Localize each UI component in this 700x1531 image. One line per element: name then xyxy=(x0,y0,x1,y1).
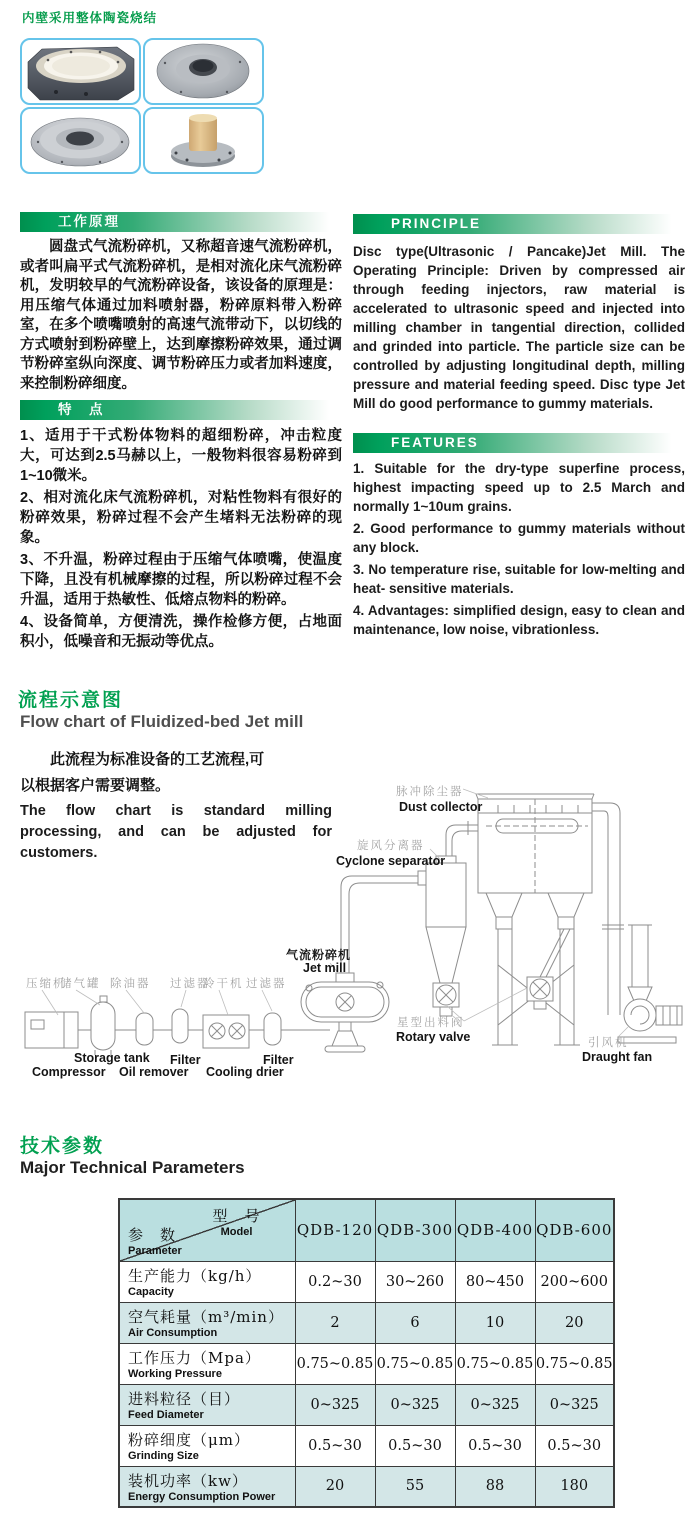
dust-collector-label-en: Dust collector xyxy=(399,800,483,814)
section-header-principle-en xyxy=(353,214,685,234)
flowchart-note-cn-line2: 以根据客户需要调整。 xyxy=(20,777,171,794)
row-label-en: Energy Consumption Power xyxy=(128,1490,276,1503)
table-row xyxy=(119,1302,614,1343)
features-cn-item: 1、适用于干式粉体物料的超细粉碎，冲击粒度大，可达到2.5马赫以上，一般物料很容易粉碎到1~10微米。 xyxy=(20,428,342,484)
value-cell: 80~450 xyxy=(455,1261,535,1302)
corner-model-en: Model xyxy=(220,1226,253,1238)
parameters-table xyxy=(118,1198,615,1508)
page-title: 内壁采用整体陶瓷烧结 xyxy=(22,11,158,25)
features-cn-item: 2、相对流化床气流粉碎机，对粘性物料有很好的粉碎效果，粉碎过程不会产生堵料无法粉碎的现象。 xyxy=(20,490,342,546)
corner-param-cn: 参 数 xyxy=(128,1225,177,1244)
row-label-cn: 进料粒径（目） xyxy=(128,1390,241,1408)
dust-collector-label-cn: 脉冲除尘器 xyxy=(396,786,464,798)
features-en-item: 4. Advantages: simplified design, easy to clean and maintenance, low noise, vibrationless. xyxy=(353,603,685,637)
table-row xyxy=(119,1343,614,1384)
filter1-label-en: Filter xyxy=(170,1053,201,1067)
cooling-drier-label-en: Cooling drier xyxy=(206,1065,284,1079)
jet-mill-label-cn: 气流粉碎机 xyxy=(286,948,352,962)
features-en-item: 2. Good performance to gummy materials without any block. xyxy=(353,521,685,555)
product-photo-housing xyxy=(20,38,141,105)
value-cell: 2 xyxy=(295,1302,375,1343)
draught-fan-drawing xyxy=(592,803,682,1043)
parameters-title-cn: 技术参数 xyxy=(20,1136,105,1157)
filter2-drawing xyxy=(264,1013,281,1045)
product-photo-flange xyxy=(143,107,264,174)
cooling-drier-label-cn: 冷干机 xyxy=(203,978,244,990)
table-corner-cell xyxy=(119,1199,295,1261)
english-column xyxy=(353,214,685,642)
storage-tank-label-cn: 储气罐 xyxy=(60,978,101,990)
value-cell: 180 xyxy=(535,1466,614,1507)
storage-tank-label-en: Storage tank xyxy=(74,1051,150,1065)
features-cn-item: 4、设备简单，方便清洗，操作检修方便，占地面积小，低噪音和无振动等优点。 xyxy=(20,614,342,650)
rotary-valve-label-cn: 星型出料阀 xyxy=(397,1017,465,1029)
storage-tank-drawing xyxy=(91,996,115,1055)
jet-mill-label-en: Jet mill xyxy=(303,961,347,975)
value-cell: 6 xyxy=(375,1302,455,1343)
cyclone-label-cn: 旋风分离器 xyxy=(357,840,425,852)
compressor-label-cn: 压缩机 xyxy=(26,978,67,990)
filter2-label-en: Filter xyxy=(263,1053,294,1067)
value-cell: 0.75~0.85 xyxy=(455,1343,535,1384)
row-label-en: Grinding Size xyxy=(128,1450,199,1462)
cyclone-label-en: Cyclone separator xyxy=(336,854,446,868)
value-cell: 0.5~30 xyxy=(375,1425,455,1466)
model-column-header: QDB-300 xyxy=(375,1199,455,1261)
value-cell: 0.2~30 xyxy=(295,1261,375,1302)
value-cell: 20 xyxy=(535,1302,614,1343)
value-cell: 0.5~30 xyxy=(535,1425,614,1466)
section-header-principle-en-label: PRINCIPLE xyxy=(391,216,482,231)
value-cell: 10 xyxy=(455,1302,535,1343)
principle-en-body: Disc type(Ultrasonic / Pancake)Jet Mill. The Operating Principle: Driven by compressed air through feeding injectors, raw material is accelerated to ultrasonic speed and injected into milling chamber in tangential direction, collided and grinded into particle. The particle size can be controlled by adjusting longitudinal depth, milling pressure and material feeding speed. Disc type Jet Mill do good performance to gummy materials. xyxy=(353,244,685,411)
rotary-valve-label-en: Rotary valve xyxy=(396,1030,471,1044)
product-photo-disc xyxy=(20,107,141,174)
model-column-header: QDB-400 xyxy=(455,1199,535,1261)
product-photo-grid xyxy=(20,38,264,174)
row-label-en: Working Pressure xyxy=(128,1368,222,1380)
row-label-cell xyxy=(119,1425,295,1466)
row-label-cell xyxy=(119,1302,295,1343)
draught-fan-label-cn: 引风机 xyxy=(588,1037,629,1049)
row-label-cell xyxy=(119,1384,295,1425)
value-cell: 200~600 xyxy=(535,1261,614,1302)
value-cell: 88 xyxy=(455,1466,535,1507)
row-label-cn: 生产能力（kg/h） xyxy=(128,1267,262,1285)
value-cell: 0.5~30 xyxy=(455,1425,535,1466)
ceramic-disc-image xyxy=(22,109,139,172)
model-column-header: QDB-600 xyxy=(535,1199,614,1261)
chinese-column xyxy=(20,212,342,654)
filter2-label-cn: 过滤器 xyxy=(246,978,287,990)
model-column-header: QDB-120 xyxy=(295,1199,375,1261)
row-label-cn: 工作压力（Mpa） xyxy=(128,1349,261,1367)
value-cell: 0~325 xyxy=(375,1384,455,1425)
oil-remover-label-cn: 除油器 xyxy=(110,978,151,990)
ceramic-cone-image xyxy=(145,40,262,103)
value-cell: 30~260 xyxy=(375,1261,455,1302)
table-header-row xyxy=(119,1199,614,1261)
corner-model-cn: 型 号 xyxy=(212,1207,261,1225)
ceramic-housing-image xyxy=(22,40,139,103)
features-en-item: 3. No temperature rise, suitable for low-melting and heat- sensitive materials. xyxy=(353,562,685,596)
draught-fan-label-en: Draught fan xyxy=(582,1050,653,1064)
value-cell: 0.5~30 xyxy=(295,1425,375,1466)
value-cell: 20 xyxy=(295,1466,375,1507)
corner-param-en: Parameter xyxy=(128,1244,182,1257)
row-label-cn: 装机功率（kw） xyxy=(128,1471,248,1490)
features-en-list xyxy=(353,459,685,639)
features-cn-list xyxy=(20,426,342,652)
row-label-en: Capacity xyxy=(128,1286,174,1298)
table-row xyxy=(119,1466,614,1507)
row-label-cell xyxy=(119,1466,295,1507)
cooling-drier-drawing xyxy=(203,1015,249,1048)
ceramic-flange-image xyxy=(145,109,262,172)
parameters-title-en: Major Technical Parameters xyxy=(20,1158,245,1177)
dust-collector-drawing xyxy=(476,794,594,1045)
process-flow-diagram xyxy=(0,775,700,1105)
principle-cn-body: 圆盘式气流粉碎机，又称超音速气流粉碎机，或者叫扁平式气流粉碎机，是相对流化床气流粉碎机，发明较早的气流粉碎设备，该设备的原理是：用压缩气体通过加料喷射器，粉碎原料带入粉碎室，在多个喷嘴喷射的高速气流带动下，以切线的方式喷射到粉碎壁上，达到摩擦粉碎效果，通过调节粉碎室纵向深度、调节粉碎压力或者加料速度，来控制粉碎细度。 xyxy=(20,239,342,392)
flowchart-title-en: Flow chart of Fluidized-bed Jet mill xyxy=(20,712,304,731)
flowchart-title-cn: 流程示意图 xyxy=(18,690,124,711)
row-label-en: Air Consumption xyxy=(128,1327,218,1339)
row-label-cn: 粉碎细度（μm） xyxy=(128,1431,250,1449)
row-label-cell xyxy=(119,1343,295,1384)
value-cell: 0.75~0.85 xyxy=(535,1343,614,1384)
value-cell: 0~325 xyxy=(535,1384,614,1425)
filter1-label-cn: 过滤器 xyxy=(170,978,211,990)
oil-remover-drawing xyxy=(136,1013,153,1045)
section-header-features-en xyxy=(353,433,685,453)
compressor-label-en: Compressor xyxy=(32,1065,106,1079)
value-cell: 0~325 xyxy=(455,1384,535,1425)
value-cell: 0.75~0.85 xyxy=(375,1343,455,1384)
table-row xyxy=(119,1384,614,1425)
row-label-cn: 空气耗量（m³/min） xyxy=(128,1308,284,1326)
table-row xyxy=(119,1261,614,1302)
section-header-features-cn-label: 特 点 xyxy=(58,402,105,417)
flowchart-note-cn-line1: 此流程为标准设备的工艺流程,可 xyxy=(50,751,265,768)
section-header-principle-cn-label: 工作原理 xyxy=(58,214,120,229)
corner-parameter-label xyxy=(128,1224,182,1257)
flowchart-note-en: The flow chart is standard milling processing, and can be adjusted for customers. xyxy=(20,803,332,861)
row-label-cell xyxy=(119,1261,295,1302)
oil-remover-label-en: Oil remover xyxy=(119,1065,189,1079)
value-cell: 55 xyxy=(375,1466,455,1507)
section-header-features-en-label: FEATURES xyxy=(391,435,479,450)
section-header-features-cn xyxy=(20,400,342,420)
value-cell: 0.75~0.85 xyxy=(295,1343,375,1384)
product-photo-cone xyxy=(143,38,264,105)
corner-model-label xyxy=(212,1205,260,1238)
features-en-item: 1. Suitable for the dry-type superfine process, highest impacting speed up to 2.5 March and normally 1~10um grains. xyxy=(353,461,685,514)
row-label-en: Feed Diameter xyxy=(128,1409,204,1421)
section-header-principle-cn xyxy=(20,212,342,232)
filter1-drawing xyxy=(172,1009,188,1043)
value-cell: 0~325 xyxy=(295,1384,375,1425)
features-cn-item: 3、不升温，粉碎过程由于压缩气体喷嘴，使温度下降，且没有机械摩擦的过程，所以粉碎过程不会升温，适用于热敏性、低熔点物料的粉碎。 xyxy=(20,552,342,608)
cyclone-separator-drawing xyxy=(418,821,478,1016)
table-row xyxy=(119,1425,614,1466)
compressor-drawing xyxy=(25,1012,78,1048)
